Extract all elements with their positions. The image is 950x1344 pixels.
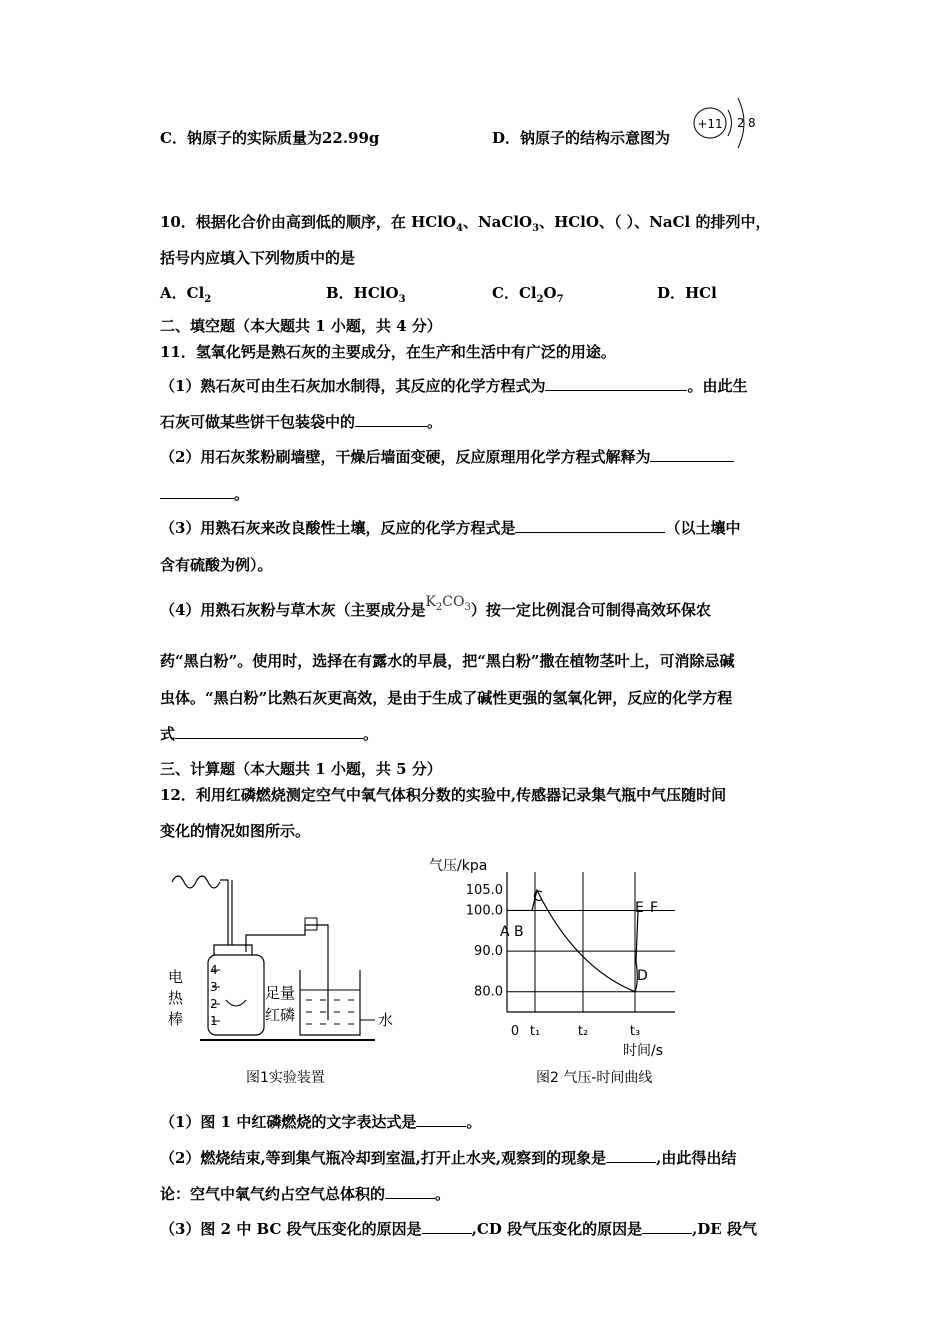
q10-option-d: D．HCl [657,284,717,302]
tick-labels [466,883,503,1000]
tube [305,925,328,1020]
answer-blank[interactable] [606,1148,656,1163]
text: 式 [160,725,176,743]
sub: 3 [532,223,540,234]
point-c: C [533,889,543,905]
nucleus-label: +11 [697,117,723,131]
q10-text: 、NaClO [462,213,533,231]
text: 。 [435,1185,451,1203]
q11-p2-line2 [160,484,249,504]
mark-3: 3 [210,980,218,994]
label-red-p-2: 红磷 [265,1006,296,1024]
label-water: 水 [378,1011,394,1029]
formula-k2co3 [425,594,471,613]
text: 。 [363,725,379,743]
q12-sub2-line2 [160,1184,450,1204]
text: 石灰可做某些饼干包装袋中的 [160,413,356,431]
answer-blank[interactable] [422,1219,472,1234]
point-a: A [500,924,510,940]
text: （3）图 2 中 BC 段气压变化的原因是 [160,1220,422,1238]
label-red-p-1: 足量 [265,984,296,1002]
mark-2: 2 [210,997,218,1011]
y-axis-label: 气压/kpa [429,858,488,874]
text: 。 [427,413,443,431]
answer-blank[interactable] [642,1219,692,1234]
opt-text: A．Cl [160,284,205,302]
x-tick-0: 0 [510,1024,520,1039]
q11-p4-line4 [160,724,378,744]
text: 。 [466,1113,482,1131]
q9-option-c: C．钠原子的实际质量为22.99g [160,129,380,147]
pressure-curve [507,890,643,992]
text: ,由此得出结 [656,1149,737,1167]
opt-text: O [543,284,557,302]
q9-option-d: D．钠原子的结构示意图为 [492,129,671,147]
figure1-caption: 图1实验装置 [246,1070,325,1086]
sub: 3 [398,294,406,305]
q10-stem-line2: 括号内应填入下列物质中的是 [160,249,356,267]
answer-blank[interactable] [385,1184,435,1199]
opt-text: B．HClO [326,284,399,302]
point-e: E [635,900,644,916]
x-tick-t3: t₃ [629,1024,641,1039]
wire [220,880,228,945]
x-tick-t2: t₂ [577,1024,589,1039]
formula-part: K [425,594,436,610]
opt-text: C．Cl [492,284,537,302]
spoon [226,1000,246,1006]
point-b: B [514,924,524,940]
text: （4）用熟石灰粉与草木灰（主要成分是 [160,601,426,619]
sub: 3 [464,601,471,613]
q11-p4-line3: 虫体。“黑白粉”比熟石灰更高效，是由于生成了碱性更强的氢氧化钾，反应的化学方程 [160,689,733,707]
q10-stem-line1 [160,212,770,239]
section2-heading: 二、填空题（本大题共 1 小题，共 4 分） [160,317,442,335]
beaker [300,970,360,1035]
text: （3）用熟石灰来改良酸性土壤，反应的化学方程式是 [160,519,516,537]
text: 。 [234,485,250,503]
shell-arc-1 [728,110,732,136]
clamp-icon [305,918,317,930]
q11-p1-line1 [160,376,747,396]
figure2-chart [425,852,685,1062]
answer-blank[interactable] [355,412,427,427]
point-d: D [637,968,648,984]
text: ）按一定比例混合可制得高效环保农 [470,601,711,619]
q11-stem: 11．氢氧化钙是熟石灰的主要成分，在生产和生活中有广泛的用途。 [160,343,616,361]
answer-blank[interactable] [650,447,734,462]
section3-heading: 三、计算题（本大题共 1 小题，共 5 分） [160,760,442,778]
answer-blank[interactable] [416,1112,466,1127]
text: 。由此生 [687,377,748,395]
water-dashes [306,1000,354,1024]
text: ,CD 段气压变化的原因是 [471,1220,643,1238]
q12-stem-line1: 12．利用红磷燃烧测定空气中氧气体积分数的实验中,传感器记录集气瓶中气压随时间 [160,786,727,804]
text: （2）燃烧结束,等到集气瓶冷却到室温,打开止水夹,观察到的现象是 [160,1149,607,1167]
sub: 2 [536,294,544,305]
q11-p3-line1 [160,518,740,538]
tube [246,925,305,952]
q10-text: 、HClO、（ ）、NaCl 的排列中， [539,213,771,231]
mark-4: 4 [210,963,218,977]
sub: 2 [435,601,443,613]
point-f: F [650,900,659,916]
q10-text: 10．根据化合价由高到低的顺序，在 HClO [160,213,456,231]
sub: 2 [204,294,212,305]
label-rod-2: 热 [168,989,184,1007]
x-axis-label: 时间/s [623,1043,664,1059]
answer-blank[interactable] [545,376,687,391]
y-tick-label: 90.0 [474,944,503,960]
answer-blank[interactable] [175,724,363,739]
text: （2）用石灰浆粉刷墙壁，干燥后墙面变硬，反应原理用化学方程式解释为 [160,448,651,466]
figure1-apparatus [160,860,410,1050]
q10-option-b [326,283,406,310]
y-tick-label: 80.0 [474,984,503,1000]
wire-coil-icon [172,876,220,888]
text: 论：空气中氧气约占空气总体积的 [160,1185,386,1203]
shell2-electrons: 8 [748,116,756,130]
q12-sub3 [160,1219,757,1239]
answer-blank[interactable] [515,518,665,533]
y-tick-label: 105.0 [465,883,503,899]
q11-p3-line2: 含有硫酸为例）。 [160,556,273,574]
text: （以土壤中 [665,519,741,537]
text: ,DE 段气 [692,1220,757,1238]
answer-blank[interactable] [160,484,234,499]
q10-option-a [160,283,211,310]
q12-sub2-line1 [160,1148,736,1168]
shell1-electrons: 2 [737,116,745,130]
sub: 4 [455,223,463,234]
q12-sub1 [160,1112,481,1132]
q11-p2-line1 [160,447,734,467]
q11-p4-line1 [160,594,711,627]
sub: 7 [556,294,564,305]
mark-1: 1 [210,1014,218,1028]
sodium-atom-diagram [690,80,770,160]
text: （1）图 1 中红磷燃烧的文字表达式是 [160,1113,417,1131]
x-tick-t1: t₁ [529,1024,541,1039]
figure2-caption: 图2 气压-时间曲线 [536,1070,653,1086]
label-rod-3: 棒 [168,1010,184,1028]
q12-stem-line2: 变化的情况如图所示。 [160,822,311,840]
text: （1）熟石灰可由生石灰加水制得，其反应的化学方程式为 [160,377,546,395]
y-tick-label: 100.0 [465,903,503,919]
label-rod-1: 电 [168,968,184,986]
q11-p4-line2: 药“黑白粉”。使用时，选择在有露水的早晨，把“黑白粉”撒在植物茎叶上，可消除忌碱 [160,652,735,670]
q11-p1-line2 [160,412,442,432]
formula-part: CO [442,594,465,610]
q10-option-c [492,283,564,310]
